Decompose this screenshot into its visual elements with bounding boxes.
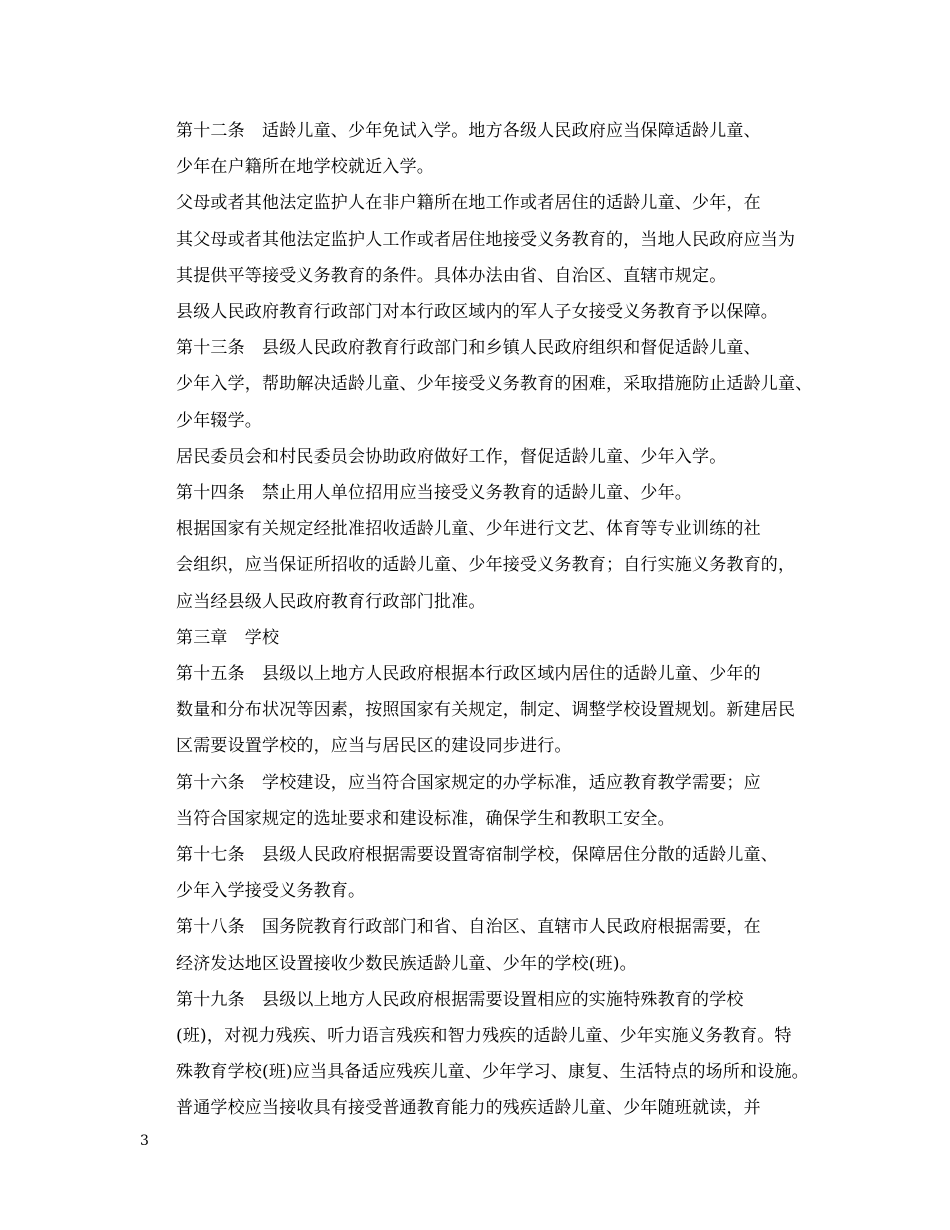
paragraph [140, 1090, 820, 1126]
text-line: 第十六条 学校建设，应当符合国家规定的办学标准，适应教育教学需要；应 [176, 772, 761, 793]
text-line: 根据国家有关规定经批准招收适龄儿童、少年进行文艺、体育等专业训练的社 [176, 519, 761, 540]
text-line: 居民委员会和村民委员会协助政府做好工作，督促适龄儿童、少年入学。 [176, 446, 727, 467]
text-line: 第十三条 县级人民政府教育行政部门和乡镇人民政府组织和督促适龄儿童、 [176, 338, 761, 359]
text-line: 经济发达地区设置接收少数民族适龄儿童、少年的学校(班)。 [176, 953, 637, 974]
text-line: 第三章 学校 [176, 627, 280, 648]
paragraph [140, 511, 820, 620]
paragraph [140, 330, 820, 439]
paragraph [140, 620, 820, 656]
text-line: 其提供平等接受义务教育的条件。具体办法由省、自治区、直辖市规定。 [176, 265, 727, 286]
paragraph [140, 439, 820, 475]
text-line: 少年入学接受义务教育。 [176, 881, 366, 902]
page-number: 3 [140, 1133, 149, 1149]
text-line: 第十九条 县级以上地方人民政府根据需要设置相应的实施特殊教育的学校 [176, 989, 744, 1010]
text-line: 父母或者其他法定监护人在非户籍所在地工作或者居住的适龄儿童、少年，在 [176, 193, 761, 214]
text-line: 县级人民政府教育行政部门对本行政区域内的军人子女接受义务教育予以保障。 [176, 302, 778, 323]
text-line: 第十八条 国务院教育行政部门和省、自治区、直辖市人民政府根据需要，在 [176, 917, 761, 938]
paragraph [140, 113, 820, 185]
text-line: 区需要设置学校的，应当与居民区的建设同步进行。 [176, 736, 572, 757]
text-line: 第十二条 适龄儿童、少年免试入学。地方各级人民政府应当保障适龄儿童、 [176, 121, 761, 141]
text-line: 普通学校应当接收具有接受普通教育能力的残疾适龄儿童、少年随班就读，并 [176, 1098, 761, 1119]
paragraph [140, 656, 820, 765]
document-body [140, 113, 820, 1127]
text-line: 少年辍学。 [176, 410, 262, 431]
paragraph [140, 837, 820, 909]
text-line: 第十五条 县级以上地方人民政府根据本行政区域内居住的适龄儿童、少年的 [176, 664, 761, 685]
text-line: (班)，对视力残疾、听力语言残疾和智力残疾的适龄儿童、少年实施义务教育。特 [176, 1026, 792, 1047]
text-line: 数量和分布状况等因素，按照国家有关规定，制定、调整学校设置规划。新建居民 [176, 700, 796, 721]
paragraph [140, 765, 820, 837]
text-line: 当符合国家规定的选址要求和建设标准，确保学生和教职工安全。 [176, 808, 675, 829]
text-line: 第十七条 县级人民政府根据需要设置寄宿制学校，保障居住分散的适龄儿童、 [176, 845, 778, 866]
text-line: 殊教育学校(班)应当具备适应残疾儿童、少年学习、康复、生活特点的场所和设施。 [176, 1062, 809, 1083]
text-line: 其父母或者其他法定监护人工作或者居住地接受义务教育的，当地人民政府应当为 [176, 229, 796, 250]
paragraph [140, 909, 820, 981]
paragraph [140, 475, 820, 511]
paragraph [140, 294, 820, 330]
text-line: 会组织，应当保证所招收的适龄儿童、少年接受义务教育；自行实施义务教育的， [176, 555, 796, 576]
paragraph [140, 185, 820, 294]
paragraph [140, 982, 820, 1091]
text-line: 少年在户籍所在地学校就近入学。 [176, 157, 434, 178]
text-line: 应当经县级人民政府教育行政部门批准。 [176, 591, 486, 612]
text-line: 第十四条 禁止用人单位招用应当接受义务教育的适龄儿童、少年。 [176, 483, 692, 504]
text-line: 少年入学，帮助解决适龄儿童、少年接受义务教育的困难，采取措施防止适龄儿童、 [176, 374, 813, 395]
